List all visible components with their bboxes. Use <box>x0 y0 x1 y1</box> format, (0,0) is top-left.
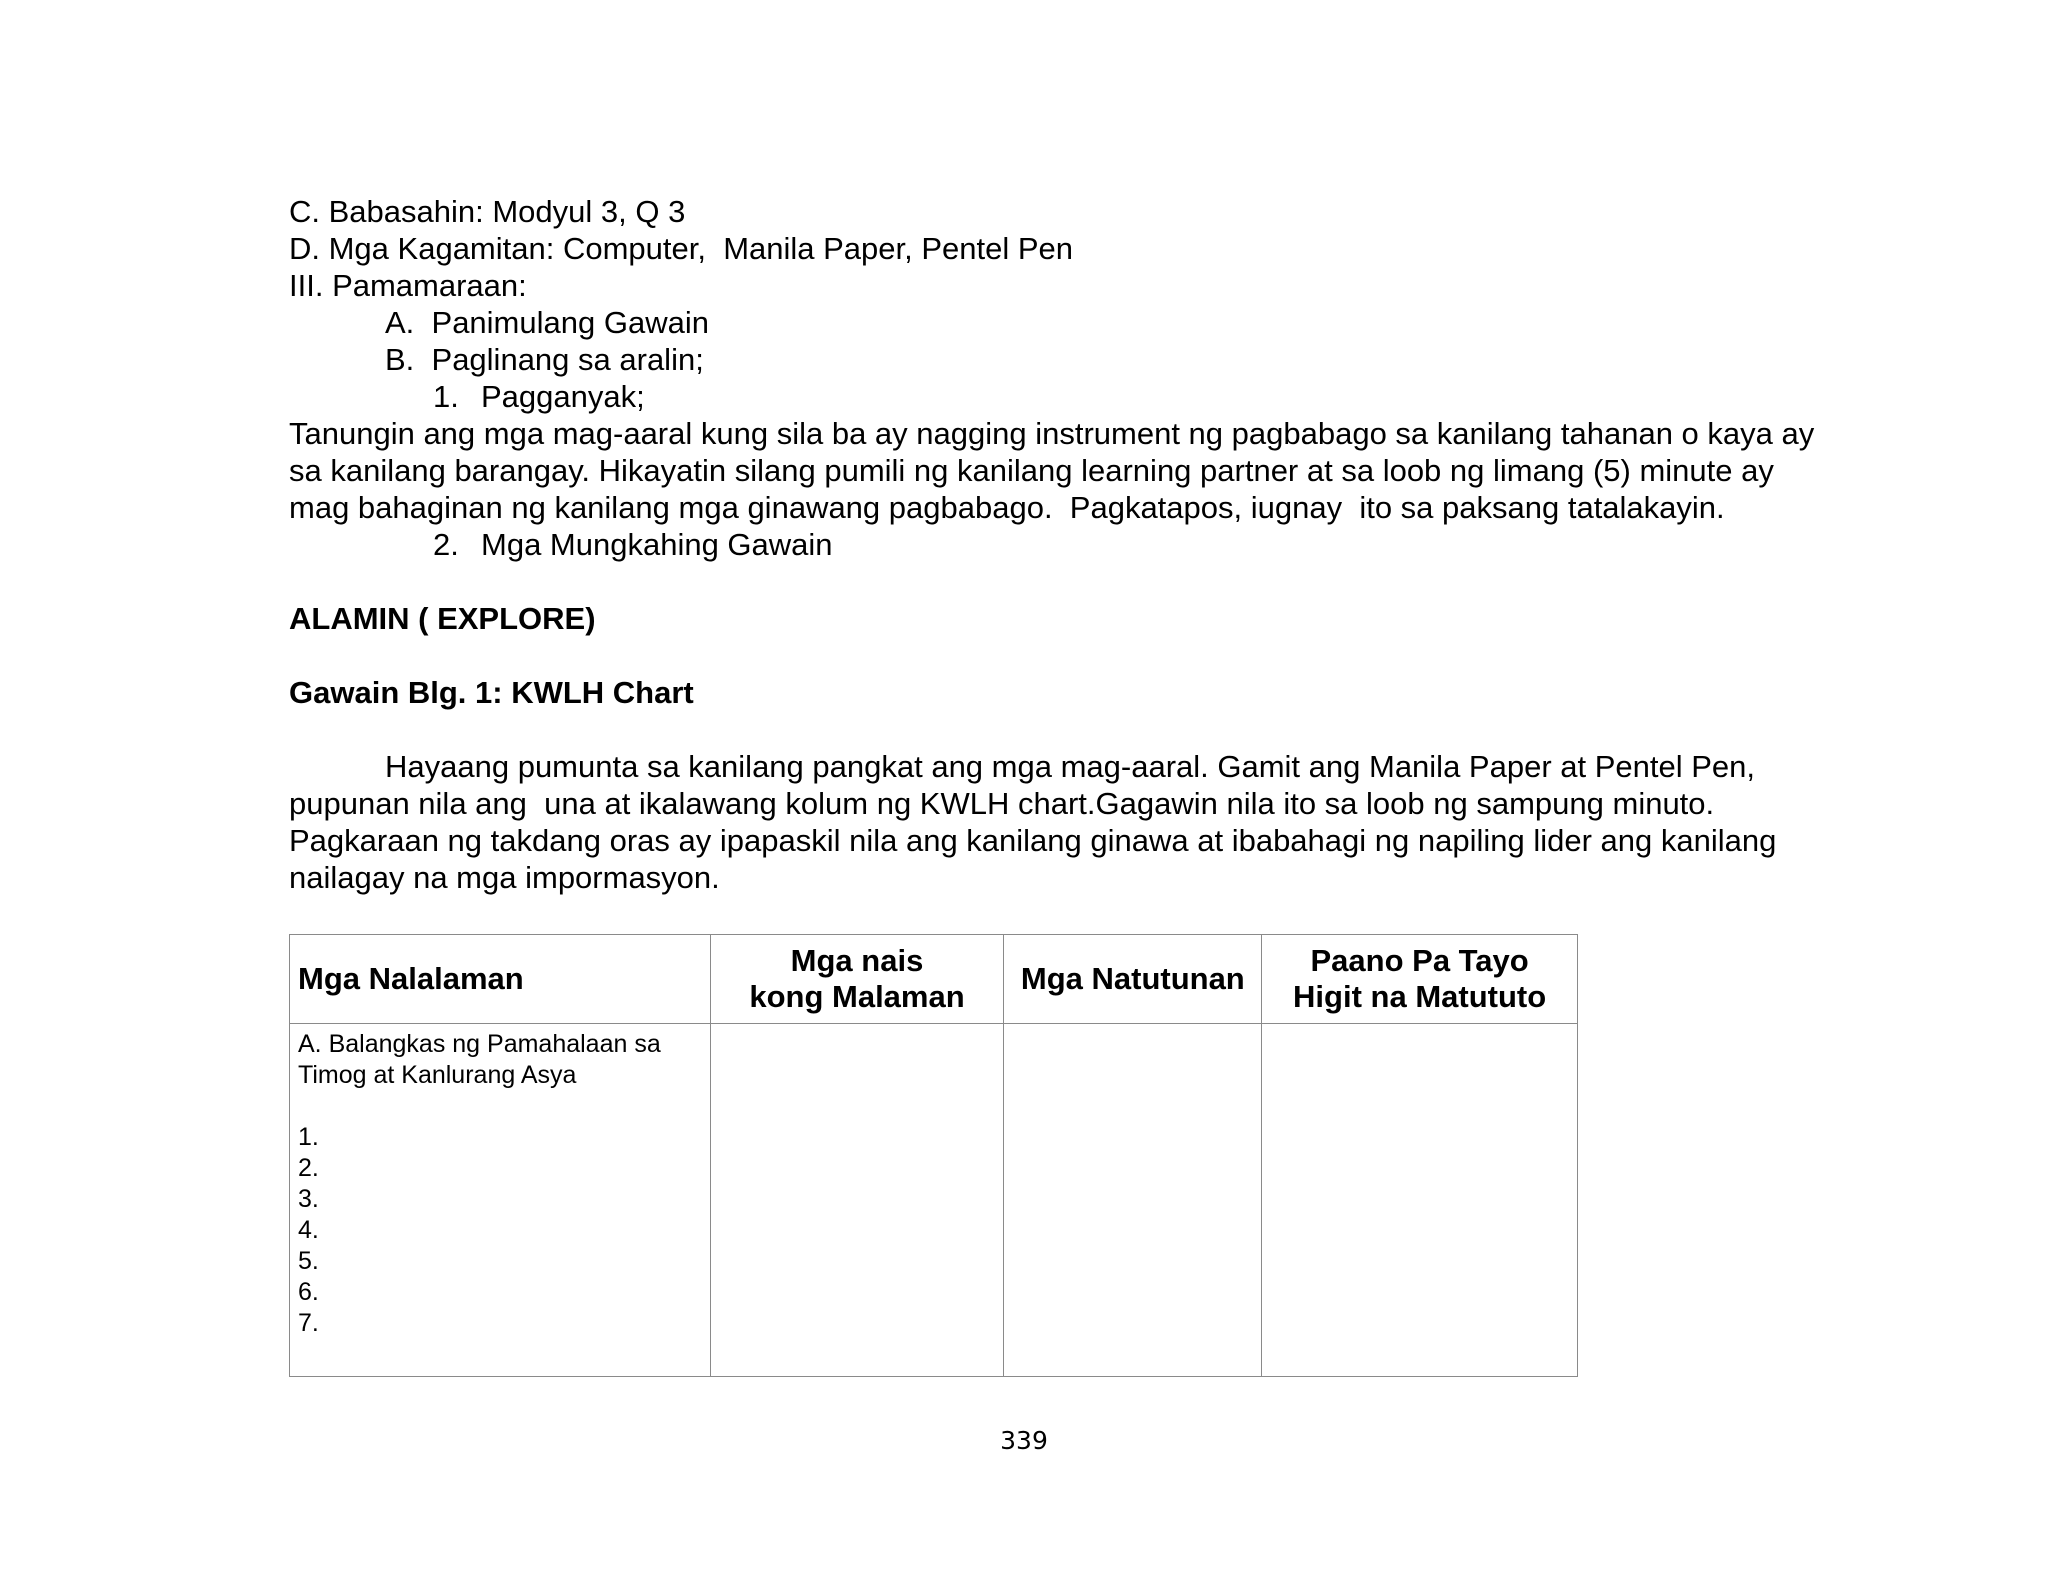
header-mga-nais-line2: kong Malaman <box>749 979 965 1014</box>
cell-paano-pa-tayo <box>1262 1024 1578 1377</box>
paragraph-2-line-2: pupunan nila ang una at ikalawang kolum ng KWLH chart.Gagawin nila ito sa loob ng sampung minuto. <box>289 786 1715 821</box>
nalalaman-content <box>290 1024 710 1339</box>
list-item: 6. <box>298 1278 319 1306</box>
paglinang-line: B. Paglinang sa aralin; <box>385 342 704 377</box>
alamin-heading: ALAMIN ( EXPLORE) <box>289 601 596 636</box>
header-paano-line2: Higit na Matututo <box>1293 979 1547 1014</box>
list-item: 3. <box>298 1185 319 1213</box>
mungkahi-line <box>433 526 833 563</box>
paragraph-2-line-3: Pagkaraan ng takdang oras ay ipapaskil nila ang kanilang ginawa at ibabahagi ng napiling lider ang kanilang <box>289 823 1777 858</box>
balangkas-title-line-1: A. Balangkas ng Pamahalaan sa <box>298 1030 661 1058</box>
header-paano-pa-tayo <box>1262 935 1578 1024</box>
header-mga-nalalaman <box>290 935 711 1024</box>
paragraph-2-line-1: Hayaang pumunta sa kanilang pangkat ang mga mag-aaral. Gamit ang Manila Paper at Pentel Pen, <box>385 749 1756 784</box>
list-item: 1. <box>298 1123 319 1151</box>
pagganyak-text: Pagganyak; <box>481 379 645 414</box>
cell-nalalaman <box>290 1024 711 1377</box>
header-paano-line1: Paano Pa Tayo <box>1310 943 1529 978</box>
mungkahi-text: Mga Mungkahing Gawain <box>481 527 833 562</box>
cell-nais-malaman <box>710 1024 1004 1377</box>
blank-gap <box>298 1091 702 1122</box>
kwlh-body-row <box>290 1024 1578 1377</box>
header-mga-nalalaman-text: Mga Nalalaman <box>298 961 524 996</box>
balangkas-title-line-2: Timog at Kanlurang Asya <box>298 1061 577 1089</box>
paragraph-1-line-1: Tanungin ang mga mag-aaral kung sila ba ay nagging instrument ng pagbabago sa kanilang tahanan o kaya ay <box>289 416 1815 451</box>
list-item: 5. <box>298 1247 319 1275</box>
cell-natutunan <box>1004 1024 1262 1377</box>
panimulang-gawain-line: A. Panimulang Gawain <box>385 305 709 340</box>
header-mga-natutunan <box>1004 935 1262 1024</box>
header-mga-nais-line1: Mga nais <box>790 943 924 978</box>
header-mga-nais-malaman <box>710 935 1004 1024</box>
kwlh-header-row <box>290 935 1578 1024</box>
kwlh-chart-table <box>289 934 1578 1377</box>
mungkahi-number: 2. <box>433 527 459 562</box>
pamamaraan-line: III. Pamamaraan: <box>289 268 527 303</box>
paragraph-1-line-2: sa kanilang barangay. Hikayatin silang pumili ng kanilang learning partner at sa loob ng limang (5) minute ay <box>289 453 1774 488</box>
list-item: 4. <box>298 1216 319 1244</box>
pagganyak-number: 1. <box>433 379 459 414</box>
header-mga-natutunan-text: Mga Natutunan <box>1020 961 1245 996</box>
page-number: 339 <box>1000 1426 1048 1455</box>
babasahin-line: C. Babasahin: Modyul 3, Q 3 <box>289 194 686 229</box>
gawain-heading: Gawain Blg. 1: KWLH Chart <box>289 675 694 710</box>
list-item: 7. <box>298 1309 319 1337</box>
pagganyak-line <box>433 378 645 415</box>
list-item: 2. <box>298 1154 319 1182</box>
paragraph-2-line-4: nailagay na mga impormasyon. <box>289 860 720 895</box>
paragraph-1-line-3: mag bahaginan ng kanilang mga ginawang pagbabago. Pagkatapos, iugnay ito sa paksang tatalakayin. <box>289 490 1725 525</box>
kagamitan-line: D. Mga Kagamitan: Computer, Manila Paper, Pentel Pen <box>289 231 1074 266</box>
